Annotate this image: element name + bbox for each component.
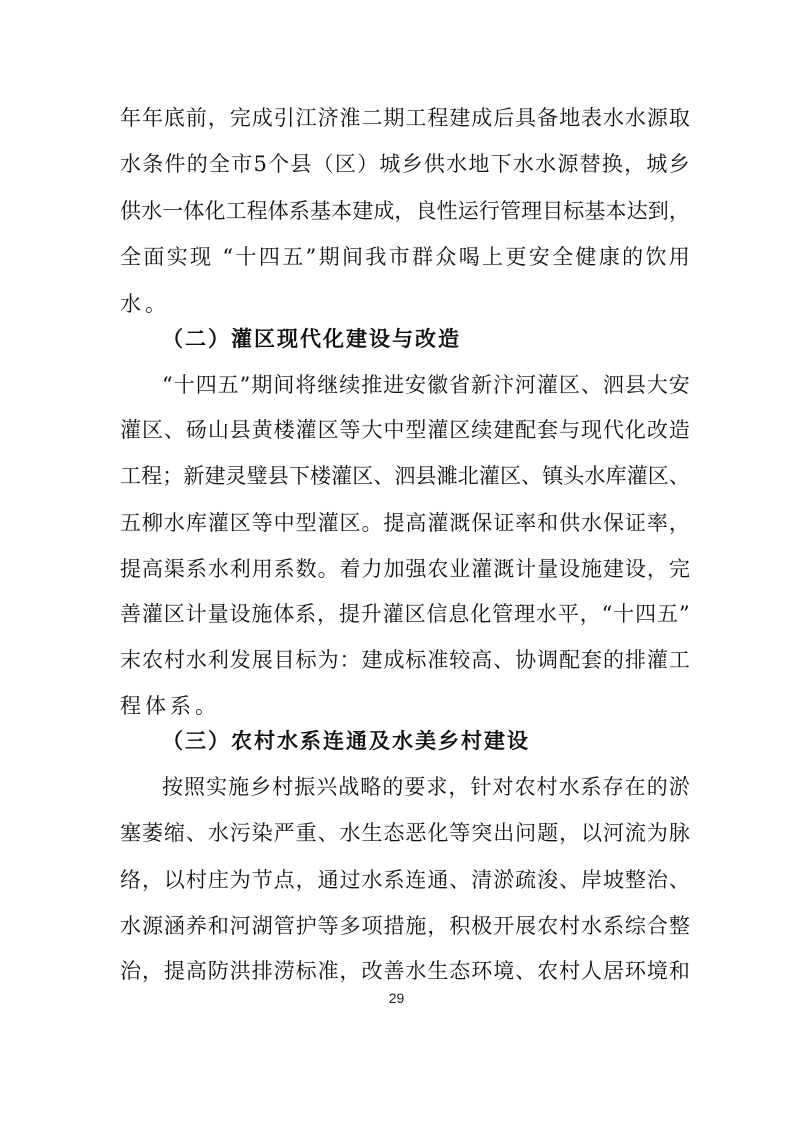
paragraph-line: 全 面 实 现 “ 十 四 五 ” 期 间 我 市 群 众 喝 上 更 安 全 健 康 的 饮 用 [120, 245, 690, 269]
paragraph-line: 络 ， 以 村 庄 为 节 点 ， 通 过 水 系 连 通 、 清 淤 疏 浚 、 岸 坡 整 治 、 [120, 868, 690, 892]
paragraph-line: 水。 [120, 292, 170, 316]
paragraph-line: 年 年 底 前 ， 完 成 引 江 济 淮 二 期 工 程 建 成 后 具 备 地 表 水 水 源 取 [120, 106, 690, 130]
paragraph-line: 程体系。 [120, 694, 220, 718]
paragraph-line: 末 农 村 水 利 发 展 目 标 为 ： 建 成 标 准 较 高 、 协 调 配 套 的 排 灌 工 [120, 648, 690, 672]
section-heading: （二）灌区现代化建设与改造 [162, 327, 461, 351]
section-heading: （三）农村水系连通及水美乡村建设 [162, 729, 530, 753]
paragraph-line: 灌 区 、 砀 山 县 黄 楼 灌 区 等 大 中 型 灌 区 续 建 配 套 与 现 代 化 改 造 [120, 418, 690, 442]
paragraph-line: “ 十 四 五 ” 期 间 将 继 续 推 进 安 徽 省 新 汴 河 灌 区 、 泗 县 大 安 [162, 373, 690, 397]
page-number: 29 [388, 990, 405, 1006]
paragraph-line: 善 灌 区 计 量 设 施 体 系 ， 提 升 灌 区 信 息 化 管 理 水 平 ， “ 十 四 五 ” [120, 602, 690, 626]
paragraph-line: 水 条 件 的 全 市 5 个 县 （ 区 ） 城 乡 供 水 地 下 水 水 源 替 换 ， 城 乡 [120, 152, 690, 176]
paragraph-line: 水 源 涵 养 和 河 湖 管 护 等 多 项 措 施 ， 积 极 开 展 农 村 水 系 综 合 整 [120, 914, 690, 938]
paragraph-line: 塞 萎 缩 、 水 污 染 严 重 、 水 生 态 恶 化 等 突 出 问 题 ， 以 河 流 为 脉 [120, 821, 690, 845]
paragraph-line: 工 程 ； 新 建 灵 璧 县 下 楼 灌 区 、 泗 县 濉 北 灌 区 、 镇 头 水 库 灌 区 、 [120, 464, 690, 488]
paragraph-line: 五 柳 水 库 灌 区 等 中 型 灌 区 。 提 高 灌 溉 保 证 率 和 供 水 保 证 率 ， [120, 511, 690, 535]
paragraph-line: 供 水 一 体 化 工 程 体 系 基 本 建 成 ， 良 性 运 行 管 理 目 标 基 本 达 到 ， [120, 199, 690, 223]
paragraph-line: 按 照 实 施 乡 村 振 兴 战 略 的 要 求 ， 针 对 农 村 水 系 存 在 的 淤 [162, 775, 690, 799]
paragraph-line: 治 ， 提 高 防 洪 排 涝 标 准 ， 改 善 水 生 态 环 境 、 农 村 人 居 环 境 和 [120, 959, 690, 983]
paragraph-line: 提 高 渠 系 水 利 用 系 数 。 着 力 加 强 农 业 灌 溉 计 量 设 施 建 设 ， 完 [120, 557, 690, 581]
